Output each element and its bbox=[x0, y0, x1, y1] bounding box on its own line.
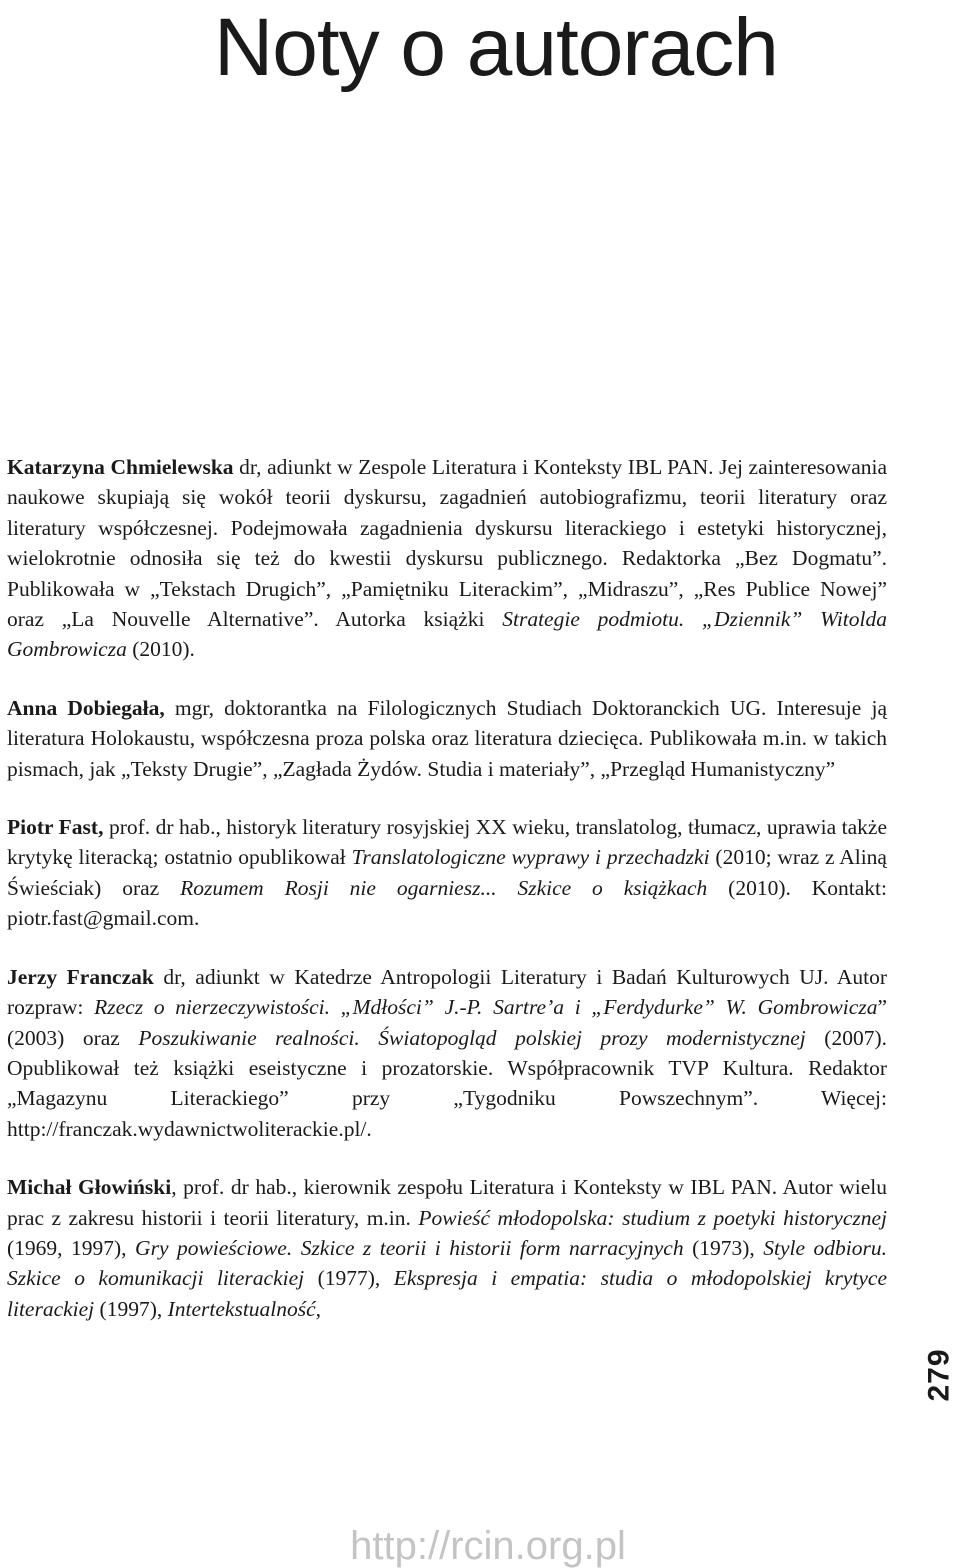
work-title: Poszukiwanie realności. Światopogląd polskiej prozy modernistycznej bbox=[138, 1025, 806, 1050]
author-name: Anna Dobiegała, bbox=[7, 695, 165, 720]
watermark: http://rcin.org.pl bbox=[350, 1524, 626, 1568]
author-name: Katarzyna Chmielewska bbox=[7, 455, 234, 479]
bio-text: (1977), bbox=[304, 1266, 394, 1291]
work-title: Strategie podmiotu. „Dziennik” Witolda Gombrowicza bbox=[7, 607, 887, 662]
bio-text: mgr, doktorantka na Filologicznych Studiach Doktoranckich UG. Interesuje ją literatura Holokaustu, współczesna proza polska oraz literatura dziecięca. Publikowała m.in. w takich pismach, jak „Teksty Drugie”, „Zagłada Żydów. Studia i materiały”, „Przegląd Humanistyczny” bbox=[7, 695, 887, 781]
author-entry bbox=[7, 962, 887, 1144]
work-title: Style odbioru. Szkice o komunikacji literackiej bbox=[7, 1235, 888, 1291]
bio-text: (2010). bbox=[126, 637, 195, 662]
bio-text: (2007). Opublikował też książki eseistyczne i prozatorskie. Współpracownik TVP Kultura. Redaktor „Magazynu Literackiego” przy „Tygodniku Powszechnym”. Więcej: http://franczak.wydawnictwoliterackie.pl/. bbox=[7, 1025, 887, 1141]
author-entry bbox=[7, 693, 887, 784]
page-title: Noty o autorach bbox=[214, 2, 778, 93]
author-entry bbox=[7, 452, 887, 665]
author-entry bbox=[7, 1172, 887, 1324]
work-title: Rzecz o nierzeczywistości. „Mdłości” J.-P. Sartre’a i „Ferdydurke” W. Gombrowicza bbox=[94, 995, 878, 1020]
bio-text: (2010; wraz z Aliną Świeściak) oraz bbox=[7, 845, 887, 900]
bio-text: prof. dr hab., historyk literatury rosyjskiej XX wieku, translatolog, tłumacz, uprawia także krytykę literacką; ostatnio opublikował bbox=[7, 815, 887, 870]
bio-text: (2010). Kontakt: piotr.fast@gmail.com. bbox=[7, 875, 887, 931]
author-name: Michał Głowiński bbox=[7, 1175, 172, 1200]
work-title: Ekspresja i empatia: studia o młodopolskiej krytyce literackiej bbox=[7, 1266, 887, 1321]
bio-text: dr, adiunkt w Katedrze Antropologii Literatury i Badań Kulturowych UJ. Autor rozpraw: bbox=[7, 964, 887, 1020]
author-entry bbox=[7, 812, 887, 934]
work-title: Translatologiczne wyprawy i przechadzki bbox=[351, 845, 710, 870]
page-number-label: 279 bbox=[923, 1348, 956, 1402]
bio-text: (1973), bbox=[683, 1235, 764, 1260]
work-title: Gry powieściowe. Szkice z teorii i historii form narracyjnych bbox=[135, 1235, 684, 1260]
author-name: Jerzy Franczak bbox=[7, 964, 154, 989]
bio-text: (1969, 1997), bbox=[7, 1235, 136, 1260]
page-number bbox=[918, 1335, 960, 1415]
author-name: Piotr Fast, bbox=[7, 815, 104, 840]
work-title: Rozumem Rosji nie ogarniesz... Szkice o książkach bbox=[180, 875, 708, 900]
author-notes bbox=[7, 452, 887, 1352]
work-title: Intertekstualność, bbox=[167, 1296, 322, 1321]
bio-text: , prof. dr hab., kierownik zespołu Literatura i Konteksty w IBL PAN. Autor wielu prac z zakresu historii i teorii literatury, m.in. bbox=[7, 1175, 887, 1230]
bio-text: (1997), bbox=[94, 1296, 168, 1321]
bio-text: dr, adiunkt w Zespole Literatura i Konteksty IBL PAN. Jej zainteresowania naukowe skupiają się wokół teorii dyskursu, zagadnień autobiografizmu, teorii literatury oraz literatury współczesnej. Podejmowała zagadnienia dyskursu literackiego i estetyki historycznej, wielokrotnie odnosiła się też do kwestii dyskursu publicznego. Redaktorka „Bez Dogmatu”. Publikowała w „Tekstach Drugich”, „Pamiętniku Literackim”, „Midraszu”, „Res Publice Nowej” oraz „La Nouvelle Alternative”. Autorka książki bbox=[7, 455, 888, 632]
work-title: Powieść młodopolska: studium z poetyki historycznej bbox=[418, 1205, 888, 1230]
bio-text: ” (2003) oraz bbox=[7, 995, 887, 1050]
